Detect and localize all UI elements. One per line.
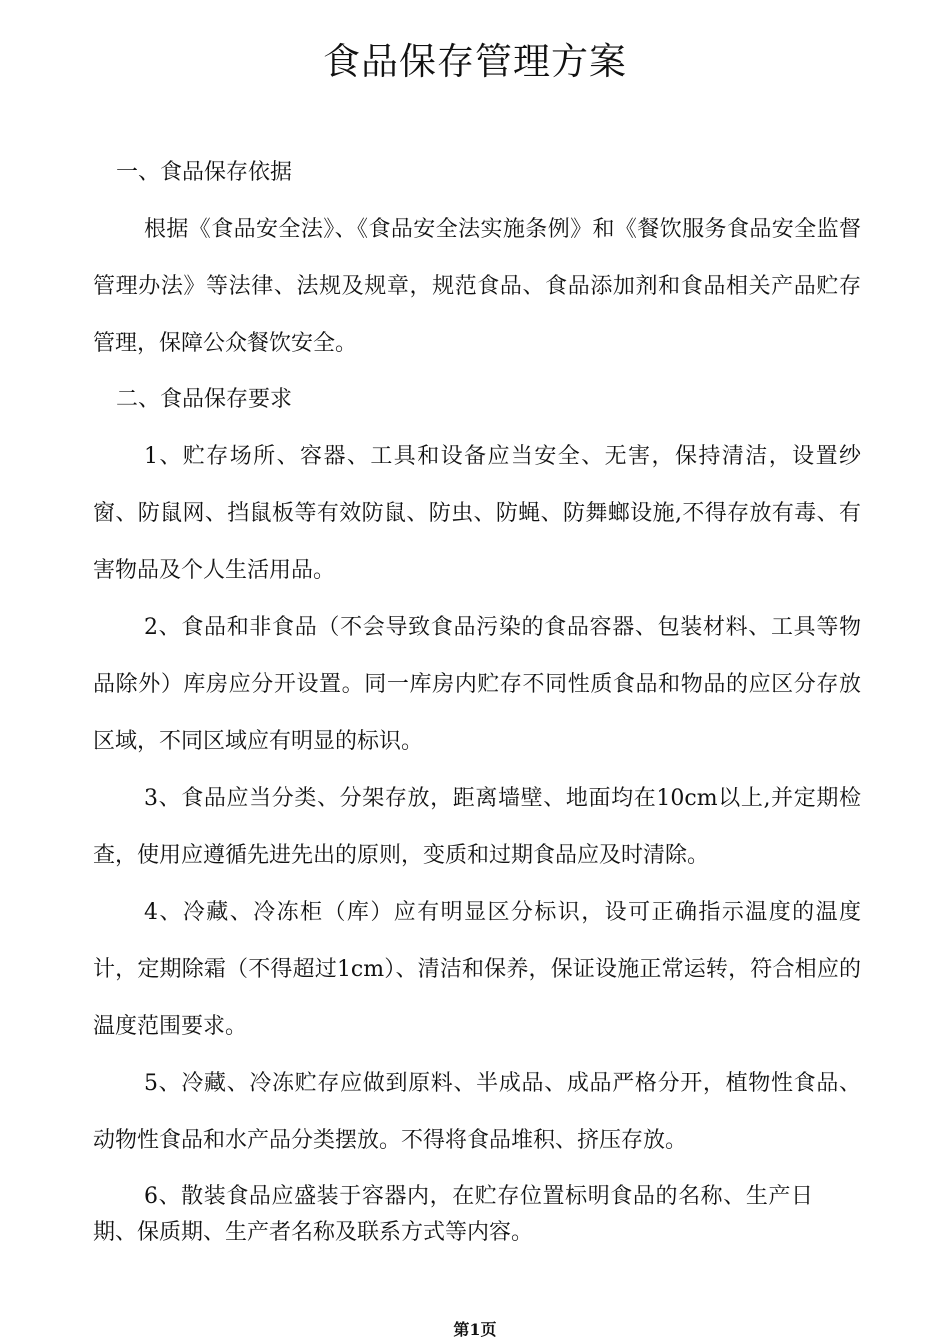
section-heading-basis: 一、食品保存依据 [116, 160, 293, 185]
requirement-item-6: 6、散装食品应盛装于容器内，在贮存位置标明食品的名称、生产日期、保质期、生产者名称及联系方式等内容。 [93, 1184, 813, 1245]
page-number: 第1页 [453, 1320, 497, 1339]
paragraph-basis: 根据《食品安全法》、《食品安全法实施条例》和《餐饮服务食品安全监督管理办法》等法律、法规及规章，规范食品、食品添加剂和食品相关产品贮存管理，保障公众餐饮安全。 [93, 217, 861, 356]
requirement-item-5: 5、冷藏、冷冻贮存应做到原料、半成品、成品严格分开，植物性食品、动物性食品和水产品分类摆放。不得将食品堆积、挤压存放。 [93, 1071, 861, 1153]
document-body [93, 145, 861, 1251]
section-heading-requirements: 二、食品保存要求 [116, 387, 293, 412]
requirement-item-1: 1、贮存场所、容器、工具和设备应当安全、无害，保持清洁，设置纱窗、防鼠网、挡鼠板等有效防鼠、防虫、防蝇、防舞螂设施,不得存放有毒、有害物品及个人生活用品。 [93, 444, 861, 583]
requirement-item-4: 4、冷藏、冷冻柜（库）应有明显区分标识，设可正确指示温度的温度计，定期除霜（不得超过1cm）、清洁和保养，保证设施正常运转，符合相应的温度范围要求。 [93, 900, 861, 1039]
requirement-item-3: 3、食品应当分类、分架存放，距离墙壁、地面均在10cm以上,并定期检查，使用应遵循先进先出的原则，变质和过期食品应及时清除。 [93, 786, 861, 868]
requirement-item-2: 2、食品和非食品（不会导致食品污染的食品容器、包装材料、工具等物品除外）库房应分开设置。同一库房内贮存不同性质食品和物品的应区分存放区域，不同区域应有明显的标识。 [93, 615, 861, 754]
document-title: 食品保存管理方案 [323, 40, 627, 83]
